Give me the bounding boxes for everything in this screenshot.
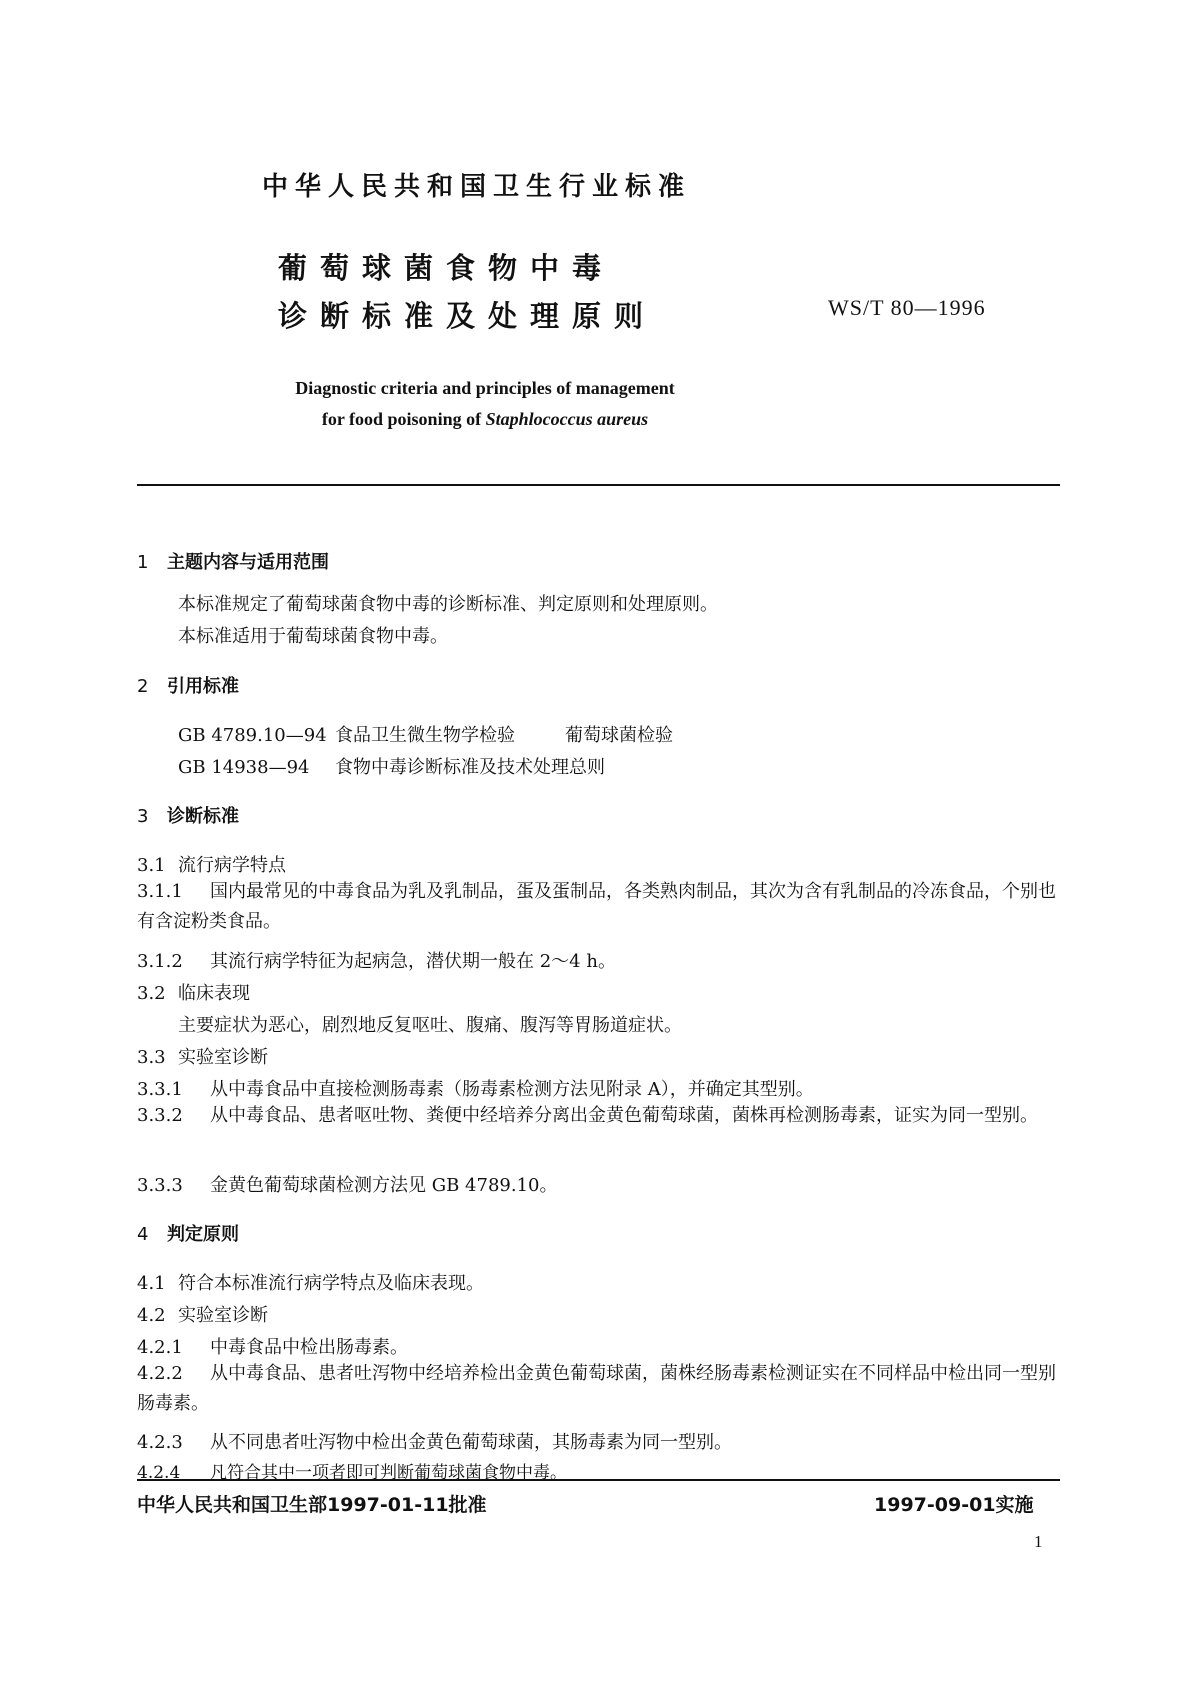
clause-number: 3.1.1	[137, 881, 183, 902]
clause	[178, 1011, 682, 1037]
section-title: 引用标准	[167, 676, 239, 697]
reference-item	[178, 721, 673, 747]
page-number: 1	[1034, 1532, 1043, 1551]
paragraph: 本标准规定了葡萄球菌食物中毒的诊断标准、判定原则和处理原则。	[178, 594, 718, 615]
clause-number: 4.1	[137, 1273, 166, 1294]
section-4-heading	[137, 1220, 239, 1246]
clause-number: 3.3.2	[137, 1105, 183, 1126]
section-title: 主题内容与适用范围	[167, 552, 329, 573]
title-en-line2	[0, 409, 970, 430]
section-3-heading	[137, 802, 239, 828]
clause-number: 3.3.1	[137, 1079, 183, 1100]
paragraph: 本标准适用于葡萄球菌食物中毒。	[178, 626, 448, 647]
standard-number: WS/T 80—1996	[828, 295, 986, 320]
clause-text: 实验室诊断	[178, 1305, 268, 1326]
reference-code: GB 4789.10—94	[178, 725, 327, 746]
clause-text: 临床表现	[178, 983, 250, 1004]
title-cn-line2: 诊断标准及处理原则	[278, 299, 657, 333]
section-number: 2	[137, 676, 149, 697]
clause	[137, 979, 250, 1005]
clause	[137, 1359, 1057, 1419]
clause-text: 金黄色葡萄球菌检测方法见 GB 4789.10。	[210, 1175, 558, 1196]
clause	[137, 1101, 1057, 1131]
issuer-title: 中华人民共和国卫生行业标准	[262, 172, 692, 202]
clause-text: 凡符合其中一项者即可判断葡萄球菌食物中毒。	[210, 1463, 567, 1483]
reference-item	[178, 753, 605, 779]
clause-number: 3.1.2	[137, 951, 183, 972]
clause-text: 从中毒食品、患者呕吐物、粪便中经培养分离出金黄色葡萄球菌，菌株再检测肠毒素，证实为同一型别。	[210, 1105, 1038, 1126]
clause-text: 实验室诊断	[178, 1047, 268, 1068]
title-cn-line1: 葡萄球菌食物中毒	[278, 251, 615, 285]
reference-code: GB 14938—94	[178, 757, 310, 778]
clause-text: 从不同患者吐泻物中检出金黄色葡萄球菌，其肠毒素为同一型别。	[210, 1432, 732, 1453]
title-en-line2-prefix: for food poisoning of	[321, 409, 486, 429]
clause-text: 从中毒食品、患者吐泻物中经培养检出金黄色葡萄球菌，菌株经肠毒素检测证实在不同样品中检出同一型别肠毒素。	[137, 1363, 1056, 1414]
footer-divider	[137, 1479, 1060, 1481]
clause-number: 4.2.3	[137, 1432, 183, 1453]
header-divider	[137, 484, 1060, 486]
section-1-heading	[137, 548, 329, 574]
clause-text: 主要症状为恶心，剧烈地反复呕吐、腹痛、腹泻等胃肠道症状。	[178, 1015, 682, 1036]
clause-number: 3.2	[137, 983, 166, 1004]
title-en-line2-italic: Staphlococcus aureus	[485, 409, 649, 429]
clause-number: 4.2	[137, 1305, 166, 1326]
clause-number: 3.3.3	[137, 1175, 183, 1196]
section-title: 判定原则	[167, 1224, 239, 1245]
clause	[137, 1333, 408, 1359]
section-title: 诊断标准	[167, 806, 239, 827]
clause-number: 3.1	[137, 855, 166, 876]
effective-date: 1997-09-01实施	[874, 1494, 1034, 1516]
clause-text: 国内最常见的中毒食品为乳及乳制品，蛋及蛋制品，各类熟肉制品，其次为含有乳制品的冷冻食品，个别也有含淀粉类食品。	[137, 881, 1056, 932]
clause	[137, 947, 616, 973]
clause-text: 符合本标准流行病学特点及临床表现。	[178, 1273, 484, 1294]
title-en-line1: Diagnostic criteria and principles of management	[295, 378, 675, 398]
clause-number: 4.2.4	[137, 1463, 181, 1483]
clause	[137, 1428, 732, 1454]
reference-title: 食物中毒诊断标准及技术处理总则	[335, 757, 605, 778]
section-number: 3	[137, 806, 149, 827]
clause	[137, 1075, 814, 1101]
section-number: 4	[137, 1224, 149, 1245]
clause	[137, 877, 1057, 937]
approval-note: 中华人民共和国卫生部1997-01-11批准	[137, 1494, 487, 1516]
clause	[137, 851, 286, 877]
section-number: 1	[137, 552, 149, 573]
clause-text: 流行病学特点	[178, 855, 286, 876]
clause-text: 其流行病学特征为起病急，潜伏期一般在 2～4 h。	[210, 951, 616, 972]
clause-text: 中毒食品中检出肠毒素。	[210, 1337, 408, 1358]
clause-number: 4.2.1	[137, 1337, 183, 1358]
clause	[137, 1171, 557, 1197]
clause	[137, 1043, 268, 1069]
clause-number: 4.2.2	[137, 1363, 183, 1384]
reference-subtitle: 葡萄球菌检验	[565, 725, 673, 746]
clause	[137, 1301, 268, 1327]
clause-text: 从中毒食品中直接检测肠毒素（肠毒素检测方法见附录 A），并确定其型别。	[210, 1079, 814, 1100]
section-2-heading	[137, 672, 239, 698]
reference-title: 食品卫生微生物学检验	[335, 725, 515, 746]
clause	[137, 1269, 484, 1295]
clause-number: 3.3	[137, 1047, 166, 1068]
